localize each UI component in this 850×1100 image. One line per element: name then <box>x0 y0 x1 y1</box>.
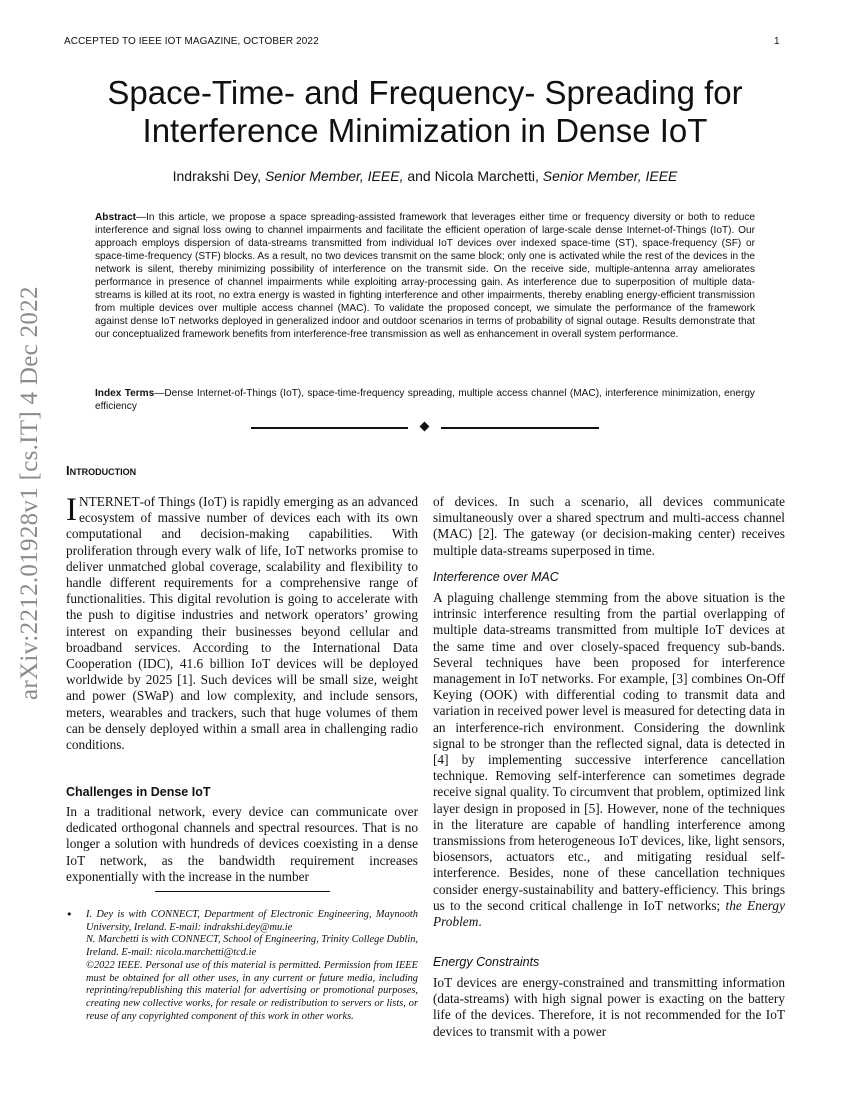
footnote <box>86 909 418 1023</box>
footnote-copyright: ©2022 IEEE. Personal use of this material is permitted. Permission from IEEE must be obtained for all other uses, in any current or future media, including reprinting/republishing this material for advertising or promotional purposes, creating new collective works, for resale or redistribution to servers or lists, or reuse of any copyrighted component of this work in other works. <box>86 959 418 1022</box>
divider-line-right <box>441 427 599 429</box>
divider-line-left <box>251 427 408 429</box>
challenges-text-right: of devices. In such a scenario, all devices communicate simultaneously over a shared spectrum and multi-access channel (MAC) [2]. The gateway (or decision-making center) receives multiple data-streams superposed in time. <box>433 494 785 558</box>
abstract-label: Abstract <box>95 212 136 223</box>
diamond-icon <box>420 422 430 432</box>
challenges-text-left: In a traditional network, every device can communicate over dedicated orthogonal channels and spectral resources. That is no longer a solution with hundreds of devices coexisting in a dense IoT network, as the bandwidth requirement increases exponentially with the increase in the number <box>66 804 418 884</box>
dropcap: I <box>66 492 77 528</box>
subsection-heading-energy: Energy Constraints <box>433 955 540 969</box>
introduction-paragraph <box>66 494 418 753</box>
footnote-affiliation-2: N. Marchetti is with CONNECT, School of Engineering, Trinity College Dublin, Ireland. E-mail: nicola.marchetti@tcd.ie <box>86 934 418 959</box>
abstract-dash: — <box>135 212 147 223</box>
section-heading-introduction: Introduction <box>66 463 137 478</box>
challenges-paragraph <box>66 804 418 885</box>
paper-title <box>60 74 790 150</box>
interference-end: . <box>478 914 482 930</box>
author-2-role: Senior Member, IEEE <box>542 168 678 184</box>
footnote-rule <box>155 891 330 892</box>
subsection-heading-interference: Interference over MAC <box>433 570 559 584</box>
interference-paragraph <box>433 590 785 930</box>
index-terms-text: Dense Internet-of-Things (IoT), space-time-frequency spreading, multiple access channel (MAC), interference minimization, energy efficiency <box>95 388 755 412</box>
index-terms-label: Index Terms <box>95 388 155 399</box>
title-line-1: Space-Time- and Frequency- Spreading for <box>107 74 743 111</box>
abstract <box>95 211 755 341</box>
energy-paragraph <box>433 975 785 1040</box>
running-head: ACCEPTED TO IEEE IOT MAGAZINE, OCTOBER 2022 <box>64 36 319 47</box>
subsection-heading-challenges: Challenges in Dense IoT <box>66 785 211 799</box>
index-terms-dash: — <box>154 388 165 399</box>
author-line <box>60 168 790 184</box>
interference-italic: the Energy Problem <box>433 897 785 930</box>
introduction-text: -of Things (IoT) is rapidly emerging as an advanced ecosystem of massive number of devices each with its own computational and decision-making capabilities. With proliferation through every walk of life, IoT networks promise to deliver unmatched global coverage, scalability and flexibility to handle different requirements for a comprehensive range of functionalities. This digital revolution is going to accelerate with the push to digitise industries and network operators’ growing interest on expanding their businesses beyond cellular and broadband services. According to the International Data Cooperation (IDC), 41.6 billion IoT devices will be deployed worldwide by 2025 [1]. Such devices will be small size, weight and power (SWaP) and low complexity, and include sensors, meters, wearables and trackers, such that huge volumes of them can be densely deployed within a small area in challenging radio conditions. <box>66 494 418 753</box>
author-joiner: and Nicola Marchetti, <box>403 168 543 184</box>
interference-text: A plaguing challenge stemming from the above situation is the intrinsic interference resulting from the partial overlapping of multiple data-streams transmitted from multiple IoT devices at the same time and over closely-spaced frequency sub-bands. Several techniques have been proposed for interference management in IoT networks. For example, [3] combines On-Off Keying (OOK) with differential coding to transmit data and variation in received power level is measured for detecting data in an interference-rich environment. Considering the downlink signal to be stronger than the reflected signal, data is detected in [4] by implementing successive interference cancellation technique. Removing self-interference can sometimes degrade receive signal quality. To circumvent that problem, optimized link layer design in proposed in [5]. However, none of the techniques in the literature are capable of handling interference among transmissions from heterogeneous IoT devices, like, light sensors, biosensors, actuators etc., and mitigating residual self-interference. Besides, none of these cancellation techniques consider energy-sustainability and battery-efficiency. This brings us to the second critical challenge in IoT networks; <box>433 590 785 913</box>
arxiv-stamp: arXiv:2212.01928v1 [cs.IT] 4 Dec 2022 <box>16 286 43 700</box>
lead-caps: NTERNET <box>79 494 140 509</box>
bullet-icon: • <box>66 908 73 921</box>
abstract-text: In this article, we propose a space spreading-assisted framework that leverages either time or frequency diversity or both to reduce interference and signal loss owing to channel impairments and facilitate the efficient operation of large-scale dense Internet-of-Things (IoT). Our approach employs dispersion of data-streams transmitted from individual IoT devices over indexed space-time (ST), space-frequency (SF) or space-time-frequency (STF) blocks. As a result, no two devices transmit on the same block; only one is activated while the rest of the devices in the network is silent, thereby minimizing possibility of interference on the transmit side. On the receive side, multiple-antenna array ameliorates performance in presence of channel impairments while exploiting array-processing gain. As interference due to superposition of multiple data-streams is killed at its root, no extra energy is wasted in fighting interference and other impairments, thereby enabling energy-efficient transmission from multiple devices over multiple access channel (MAC). To validate the proposed concept, we simulate the performance of the framework against dense IoT networks deployed in generalized indoor and outdoor scenarios in terms of probability of signal outage. Results demonstrate that our conceptualized framework benefits from interference-free transmission as well as enhancement in overall system performance. <box>95 212 755 340</box>
author-1: Indrakshi Dey, <box>172 168 265 184</box>
index-terms <box>95 387 755 413</box>
section-divider <box>251 420 599 436</box>
footnote-affiliation-1: I. Dey is with CONNECT, Department of Electronic Engineering, Maynooth University, Ireland. E-mail: indrakshi.dey@mu.ie <box>86 909 418 933</box>
challenges-continued <box>433 494 785 559</box>
page-number: 1 <box>774 36 780 47</box>
title-line-2: Interference Minimization in Dense IoT <box>142 112 708 149</box>
energy-text: IoT devices are energy-constrained and transmitting information (data-streams) with high signal power is exacting on the battery life of the devices. Therefore, it is not recommended for the IoT devices to transmit with a power <box>433 975 785 1039</box>
author-1-role: Senior Member, IEEE, <box>264 168 404 184</box>
